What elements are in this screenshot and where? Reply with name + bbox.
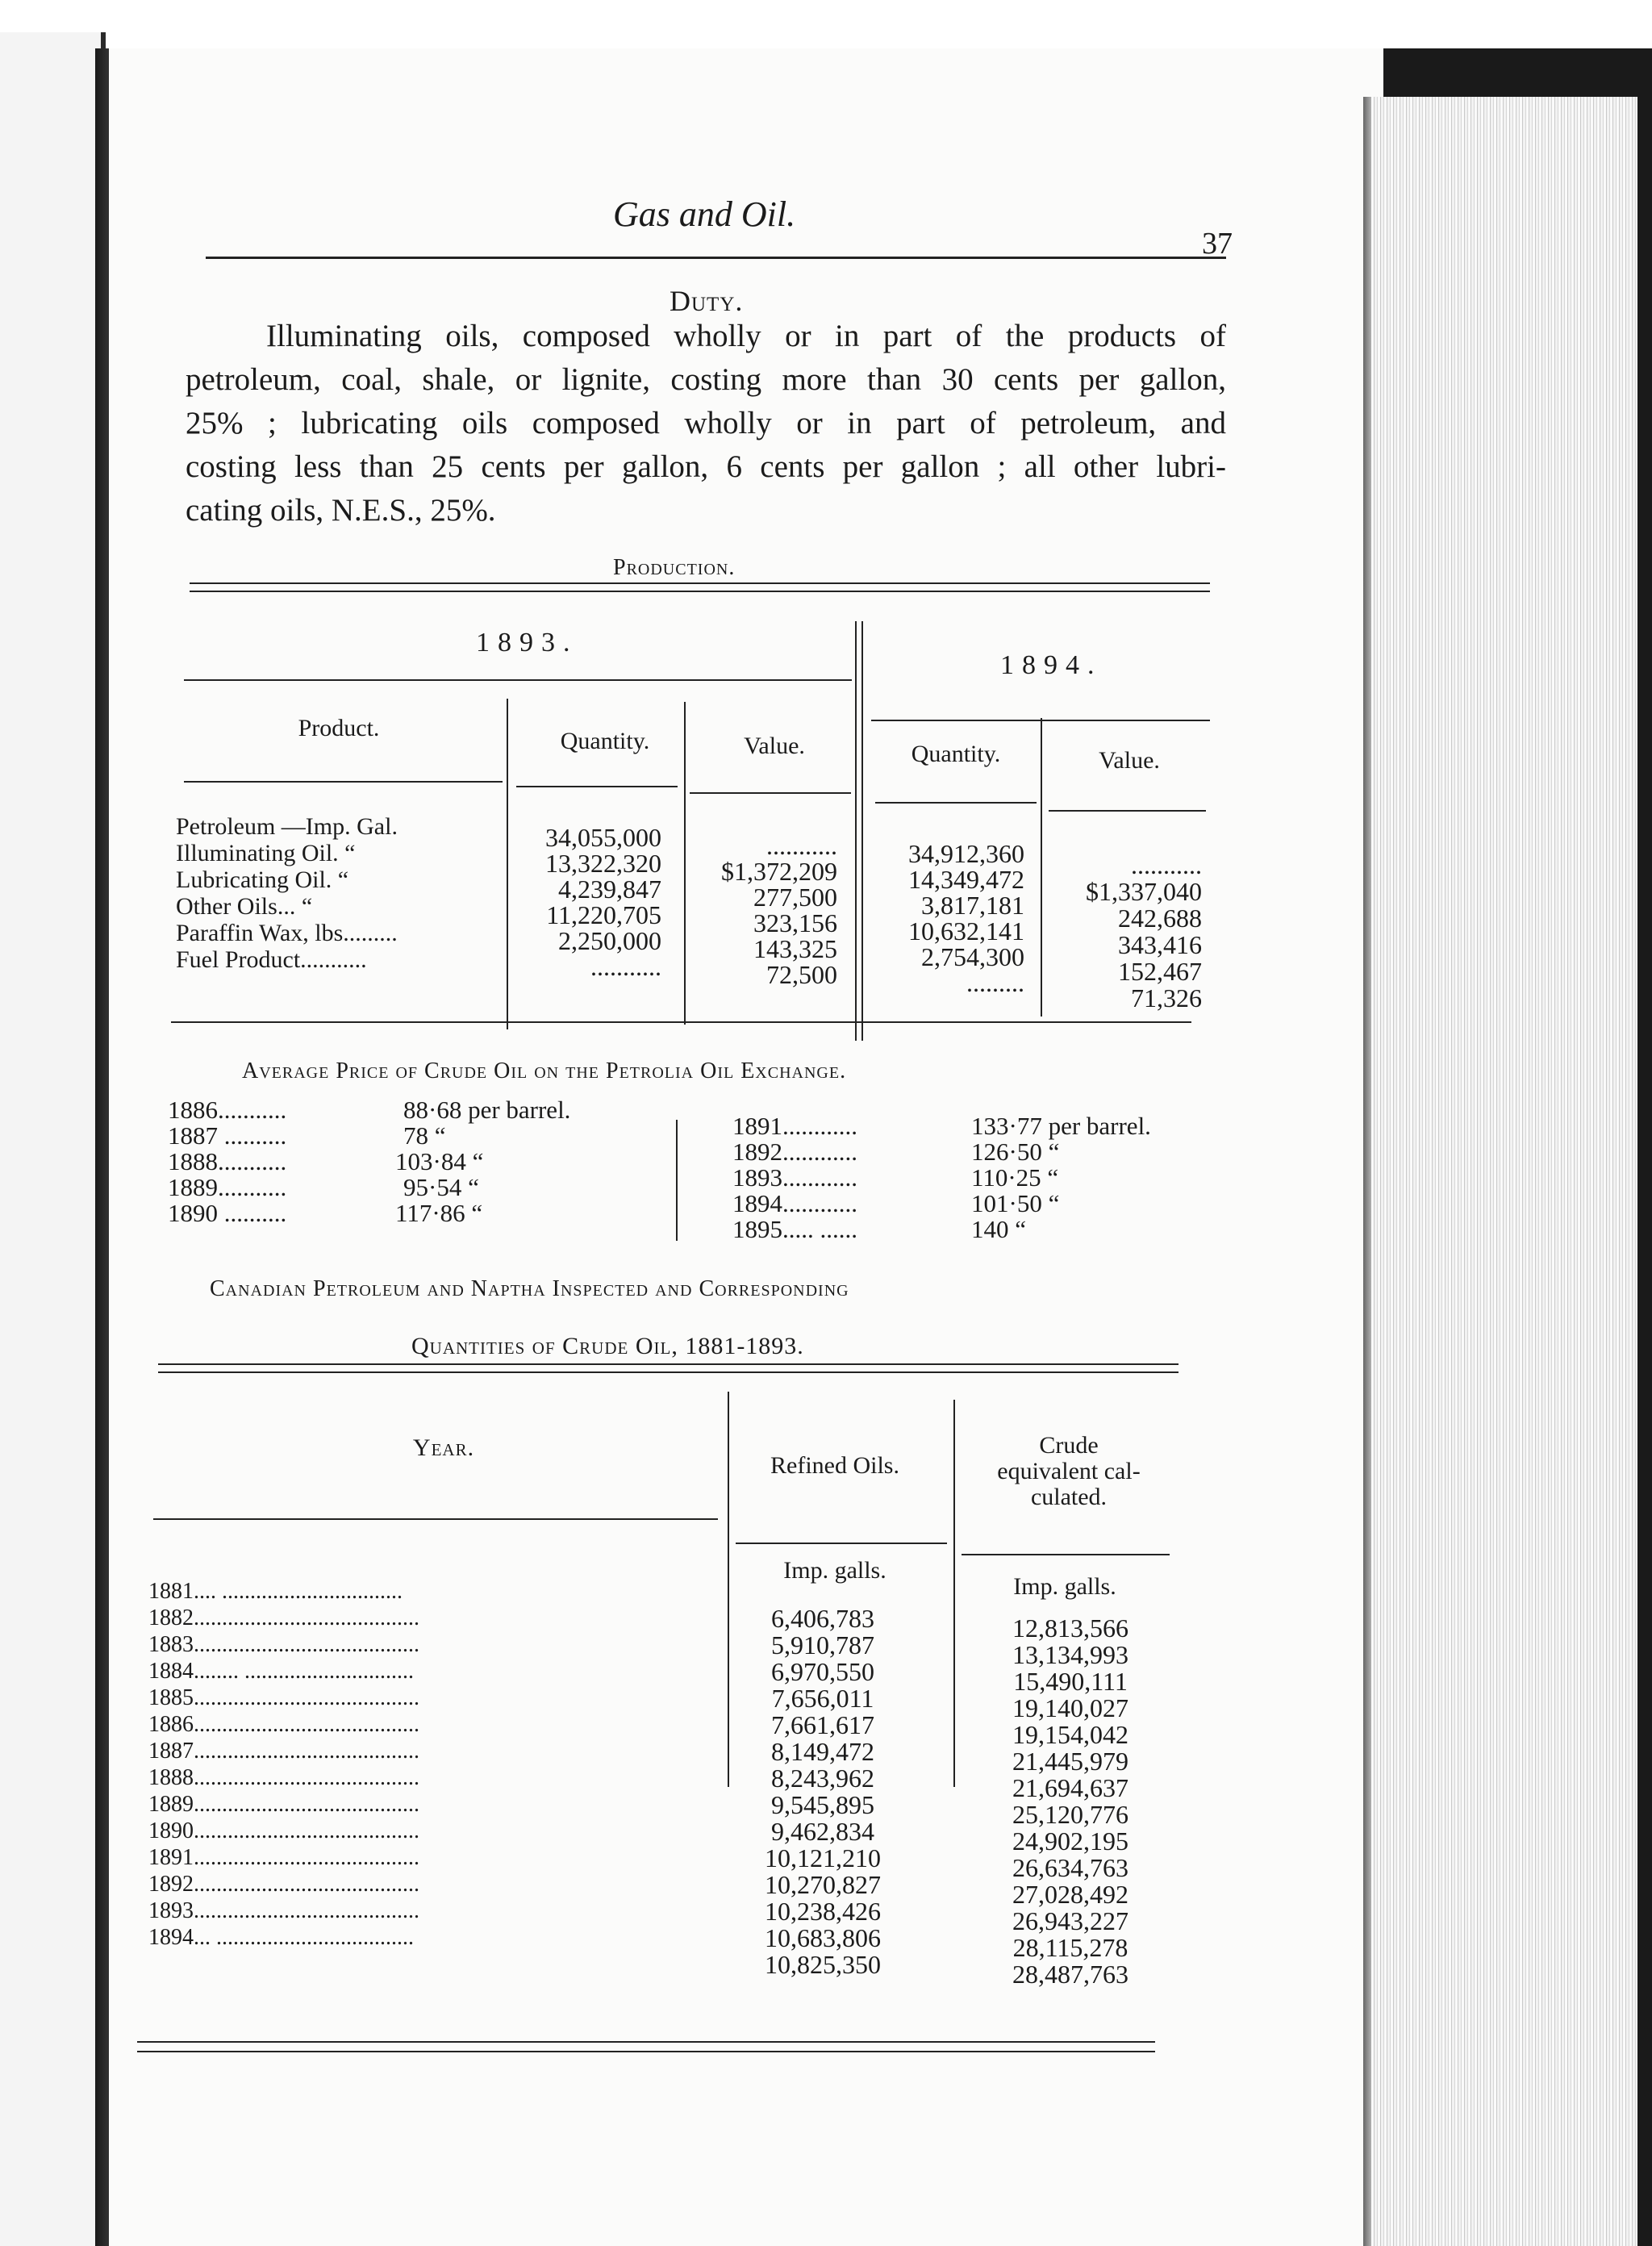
avg-price-row <box>168 1096 636 1124</box>
crude-cell: 21,445,979 <box>1012 1747 1128 1776</box>
quantity-cell: 13,322,320 <box>545 849 661 878</box>
quantity-cell: 3,817,181 <box>921 891 1024 920</box>
duty-line: costing less than 25 cents per gallon, 6 cents per gallon ; all other lubri- <box>186 449 1226 484</box>
year-1893-heading: 1893. <box>476 628 578 658</box>
value-cell: 277,500 <box>753 883 837 912</box>
table-rule <box>153 1518 718 1520</box>
crude-column <box>978 1615 1163 1988</box>
value-cell: $1,372,209 <box>721 857 837 886</box>
year-row: 1881.... ................................ <box>148 1579 403 1604</box>
crude-cell: 28,487,763 <box>1012 1960 1128 1989</box>
duty-line: petroleum, coal, shale, or lignite, costing more than 30 cents per gallon, <box>186 362 1226 397</box>
refined-cell: 8,243,962 <box>771 1764 874 1793</box>
product-row: Illuminating Oil. “ <box>176 840 356 866</box>
refined-cell: 7,661,617 <box>771 1710 874 1739</box>
quantity-cell: 14,349,472 <box>908 865 1024 894</box>
table-rule <box>171 1021 1191 1023</box>
col-quantity-1894-header: Quantity. <box>911 741 1001 767</box>
value-cell: 242,688 <box>1118 904 1202 933</box>
product-row: Lubricating Oil. “ <box>176 866 349 893</box>
avg-price-row <box>168 1121 636 1150</box>
duty-line: cating oils, N.E.S., 25%. <box>186 493 496 528</box>
crude-header-line: equivalent cal- <box>997 1458 1141 1484</box>
avg-year: 1887 .......... <box>168 1121 287 1150</box>
year-row: 1883........................................ <box>148 1632 419 1657</box>
year-row: 1886........................................ <box>148 1712 419 1737</box>
page-stack-edges <box>1371 97 1637 2246</box>
table-rule <box>158 1371 1179 1373</box>
avg-year: 1890 .......... <box>168 1199 287 1227</box>
product-labels <box>176 813 499 973</box>
refined-cell: 10,121,210 <box>765 1843 881 1872</box>
column-divider <box>676 1120 678 1241</box>
value-cell: 143,325 <box>753 934 837 963</box>
refined-unit: Imp. galls. <box>783 1557 886 1584</box>
crude-header-line: Crude <box>1039 1432 1099 1459</box>
column-divider <box>507 699 508 1029</box>
year-1894-heading: 1894. <box>1000 650 1103 680</box>
avg-year: 1894............ <box>732 1189 857 1217</box>
average-price-heading: Average Price of Crude Oil on the Petrolia Oil Exchange. <box>242 1058 847 1083</box>
quantity-cell: 10,632,141 <box>908 916 1024 946</box>
col-refined-header: Refined Oils. <box>770 1452 899 1479</box>
col-value-header: Value. <box>744 733 805 759</box>
avg-price-row <box>168 1199 636 1225</box>
crude-cell: 15,490,111 <box>1013 1667 1128 1696</box>
avg-price-row <box>732 1189 1216 1215</box>
value-cell: ........... <box>766 831 837 860</box>
header-rule <box>206 257 1226 259</box>
refined-cell: 10,270,827 <box>765 1870 881 1899</box>
table-rule <box>1049 810 1206 812</box>
scan-margin-top <box>0 0 1652 48</box>
refined-cell: 6,970,550 <box>771 1657 874 1686</box>
year-row: 1885........................................ <box>148 1685 419 1710</box>
canadian-subheading: Quantities of Crude Oil, 1881-1893. <box>411 1333 804 1359</box>
table-rule <box>962 1554 1170 1555</box>
crude-cell: 19,140,027 <box>1012 1693 1128 1722</box>
crude-header-line: culated. <box>1030 1484 1108 1510</box>
refined-cell: 9,545,895 <box>771 1790 874 1819</box>
value-cell: ........... <box>1131 850 1202 879</box>
col-crude-header <box>968 1433 1170 1510</box>
column-divider <box>684 702 686 1025</box>
col-year-header: Year. <box>412 1434 475 1461</box>
crude-cell: 24,902,195 <box>1012 1826 1128 1856</box>
avg-year: 1895..... ...... <box>732 1215 857 1243</box>
value-cell: 71,326 <box>1131 983 1202 1012</box>
quantity-cell: 2,250,000 <box>558 926 661 955</box>
duty-line: Illuminating oils, composed wholly or in part of the products of <box>266 319 1226 353</box>
production-heading: Production. <box>613 555 736 580</box>
col-value-1894-header: Value. <box>1099 747 1160 774</box>
table-rule <box>736 1543 947 1544</box>
column-divider <box>861 621 863 1041</box>
avg-price-row <box>168 1173 636 1199</box>
facing-page-edge <box>0 32 106 2246</box>
table-rule <box>158 1363 1179 1365</box>
refined-column <box>742 1605 903 1978</box>
crude-cell: 13,134,993 <box>1012 1640 1128 1669</box>
year-row: 1890........................................ <box>148 1818 419 1843</box>
avg-price: 103·84 “ <box>395 1147 484 1175</box>
table-rule <box>516 786 678 787</box>
year-row: 1891........................................ <box>148 1845 419 1870</box>
avg-price-row <box>732 1215 1216 1241</box>
value-cell: 152,467 <box>1118 957 1202 986</box>
quantity-1894-column <box>879 841 1024 996</box>
crude-cell: 19,154,042 <box>1012 1720 1128 1749</box>
crude-cell: 26,943,227 <box>1012 1906 1128 1935</box>
refined-cell: 9,462,834 <box>771 1817 874 1846</box>
avg-year: 1892............ <box>732 1138 857 1166</box>
duty-paragraph <box>186 315 1226 532</box>
refined-cell: 10,825,350 <box>765 1950 881 1979</box>
avg-price: 95·54 “ <box>403 1173 479 1201</box>
avg-price-left-list <box>168 1096 636 1225</box>
avg-year: 1889........... <box>168 1173 287 1201</box>
crude-cell: 27,028,492 <box>1012 1880 1128 1909</box>
avg-year: 1893............ <box>732 1163 857 1192</box>
product-row: Other Oils... “ <box>176 893 313 920</box>
column-divider <box>728 1392 729 1787</box>
value-1893-column <box>692 833 837 987</box>
column-divider <box>953 1400 955 1787</box>
refined-cell: 7,656,011 <box>771 1684 874 1713</box>
avg-price: 126·50 “ <box>971 1138 1060 1166</box>
refined-cell: 8,149,472 <box>771 1737 874 1766</box>
col-product-header: Product. <box>298 715 380 741</box>
year-row: 1894... ................................... <box>148 1925 414 1950</box>
duty-line: 25% ; lubricating oils composed wholly or in part of petroleum, and <box>186 406 1226 440</box>
crude-cell: 12,813,566 <box>1012 1614 1128 1643</box>
table-rule <box>875 802 1037 804</box>
avg-price: 110·25 “ <box>971 1163 1059 1192</box>
crude-cell: 25,120,776 <box>1012 1800 1128 1829</box>
refined-cell: 10,238,426 <box>765 1897 881 1926</box>
value-cell: 72,500 <box>766 960 837 989</box>
column-divider <box>855 621 857 1041</box>
quantity-cell: 11,220,705 <box>546 900 661 929</box>
table-rule <box>690 792 851 794</box>
duty-heading: Duty. <box>670 285 744 317</box>
refined-cell: 5,910,787 <box>771 1630 874 1659</box>
avg-price: 78 “ <box>403 1121 446 1150</box>
table-rule <box>137 2051 1155 2052</box>
table-rule <box>184 679 852 681</box>
crude-unit: Imp. galls. <box>1013 1573 1116 1600</box>
year-row: 1884........ .............................. <box>148 1659 414 1684</box>
quantity-cell: ........... <box>590 952 661 981</box>
avg-price: 133·77 per barrel. <box>971 1112 1151 1140</box>
year-row: 1889........................................ <box>148 1792 419 1817</box>
value-cell: 323,156 <box>753 908 837 937</box>
year-row: 1888........................................ <box>148 1765 419 1790</box>
avg-price: 101·50 “ <box>971 1189 1060 1217</box>
avg-price-row <box>732 1138 1216 1166</box>
year-row: 1892........................................ <box>148 1872 419 1897</box>
year-column <box>148 1578 713 1951</box>
table-rule <box>137 2041 1155 2043</box>
avg-price: 88·68 per barrel. <box>403 1096 571 1124</box>
col-quantity-header: Quantity. <box>560 728 650 754</box>
product-row: Fuel Product........... <box>176 946 367 973</box>
crude-cell: 21,694,637 <box>1012 1773 1128 1802</box>
avg-price-row <box>732 1112 1216 1138</box>
table-rule <box>184 781 503 783</box>
column-divider <box>1041 718 1042 1017</box>
table-rule <box>190 591 1210 592</box>
avg-price: 117·86 “ <box>395 1199 483 1227</box>
value-1894-column <box>1049 852 1202 1012</box>
crude-cell: 26,634,763 <box>1012 1853 1128 1882</box>
avg-year: 1888........... <box>168 1147 287 1175</box>
year-row: 1882........................................ <box>148 1605 419 1630</box>
value-cell: $1,337,040 <box>1086 877 1202 906</box>
product-row: Petroleum —Imp. Gal. <box>176 813 398 840</box>
year-row: 1887........................................ <box>148 1739 419 1764</box>
avg-year: 1886........... <box>168 1096 287 1124</box>
quantity-cell: 4,239,847 <box>558 875 661 904</box>
value-cell: 343,416 <box>1118 930 1202 959</box>
page-number: 37 <box>1202 227 1233 261</box>
avg-price-row <box>168 1147 636 1173</box>
table-rule <box>190 582 1210 584</box>
running-header: Gas and Oil. <box>613 194 796 234</box>
avg-year: 1891............ <box>732 1112 857 1140</box>
refined-cell: 10,683,806 <box>765 1923 881 1952</box>
avg-price-right-list <box>732 1112 1216 1241</box>
quantity-cell: 34,912,360 <box>908 839 1024 868</box>
canadian-heading: Canadian Petroleum and Naptha Inspected and Corresponding <box>210 1276 849 1301</box>
year-row: 1893........................................ <box>148 1898 419 1923</box>
crude-cell: 28,115,278 <box>1012 1933 1128 1962</box>
refined-cell: 6,406,783 <box>771 1604 874 1633</box>
quantity-cell: 34,055,000 <box>545 823 661 852</box>
quantity-cell: ......... <box>966 968 1024 997</box>
avg-price-row <box>732 1163 1216 1192</box>
quantity-cell: 2,754,300 <box>921 942 1024 971</box>
product-row: Paraffin Wax, lbs......... <box>176 920 398 946</box>
avg-price: 140 “ <box>971 1215 1027 1243</box>
quantity-1893-column <box>516 825 661 979</box>
